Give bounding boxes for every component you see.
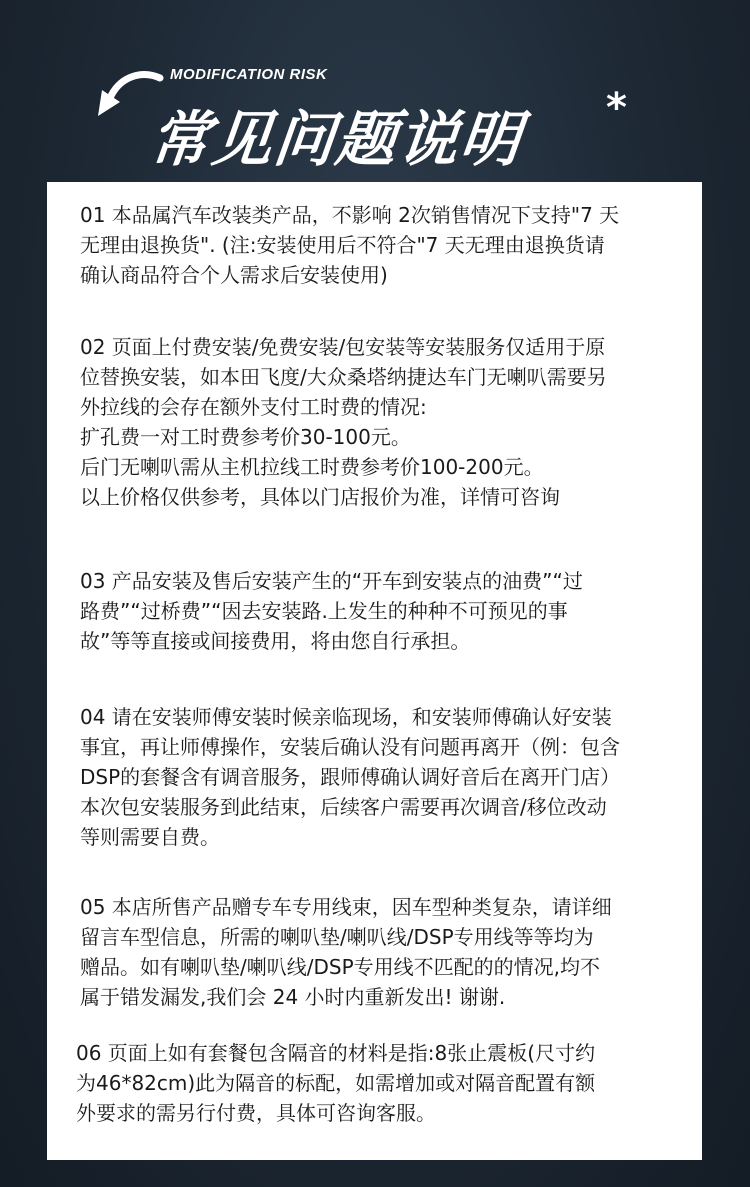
paragraph-line: 外拉线的会存在额外支付工时费的情况: (80, 395, 427, 419)
paragraph-03 (80, 566, 700, 656)
header (0, 0, 750, 185)
paragraph-05 (80, 892, 700, 1012)
paragraph-line: 03 产品安装及售后安装产生的“开车到安装点的油费”“过 (80, 569, 583, 593)
paragraph-line: 06 页面上如有套餐包含隔音的材料是指:8张止震板(尺寸约 (76, 1041, 596, 1065)
paragraph-04 (80, 702, 700, 852)
paragraph-line: 外要求的需另行付费，具体可咨询客服。 (76, 1101, 436, 1125)
paragraph-line: 属于错发漏发,我们会 24 小时内重新发出! 谢谢. (80, 985, 506, 1009)
paragraph-line: 01 本品属汽车改装类产品，不影响 2次销售情况下支持"7 天 (80, 203, 620, 227)
page-title: 常见问题说明 (146, 105, 526, 175)
paragraph-line: 赠品。如有喇叭垫/喇叭线/DSP专用线不匹配的的情况,均不 (80, 955, 600, 979)
subtitle: MODIFICATION RISK (170, 66, 328, 83)
paragraph-line: 留言车型信息，所需的喇叭垫/喇叭线/DSP专用线等等均为 (80, 925, 594, 949)
paragraph-02 (80, 332, 700, 512)
paragraph-line: 事宜，再让师傅操作，安装后确认没有问题再离开（例：包含 (80, 735, 620, 759)
content-card (47, 182, 702, 1160)
paragraph-line: 位替换安装，如本田飞度/大众桑塔纳捷达车门无喇叭需要另 (80, 365, 607, 389)
paragraph-line: 路费”“过桥费”“因去安装路.上发生的种种不可预见的事 (80, 599, 568, 623)
paragraph-line: 确认商品符合个人需求后安装使用) (80, 263, 388, 287)
paragraph-06 (76, 1038, 696, 1128)
paragraph-line: 扩孔费一对工时费参考价30-100元。 (80, 425, 411, 449)
paragraph-line: 后门无喇叭需从主机拉线工时费参考价100-200元。 (80, 455, 544, 479)
star-icon: * (606, 85, 627, 131)
paragraph-line: 04 请在安装师傅安装时候亲临现场，和安装师傅确认好安装 (80, 705, 612, 729)
paragraph-line: 故”等等直接或间接费用，将由您自行承担。 (80, 629, 471, 653)
paragraph-line: 以上价格仅供参考，具体以门店报价为准，详情可咨询 (80, 485, 560, 509)
paragraph-line: DSP的套餐含有调音服务，跟师傅确认调好音后在离开门店） (80, 765, 621, 789)
paragraph-line: 无理由退换货". (注:安装使用后不符合"7 天无理由退换货请 (80, 233, 605, 257)
paragraph-line: 05 本店所售产品赠专车专用线束，因车型种类复杂，请详细 (80, 895, 612, 919)
paragraph-01 (80, 200, 700, 290)
paragraph-line: 等则需要自费。 (80, 825, 220, 849)
paragraph-line: 为46*82cm)此为隔音的标配，如需增加或对隔音配置有额 (76, 1071, 596, 1095)
paragraph-line: 02 页面上付费安装/免费安装/包安装等安装服务仅适用于原 (80, 335, 606, 359)
paragraph-line: 本次包安装服务到此结束，后续客户需要再次调音/移位改动 (80, 795, 607, 819)
